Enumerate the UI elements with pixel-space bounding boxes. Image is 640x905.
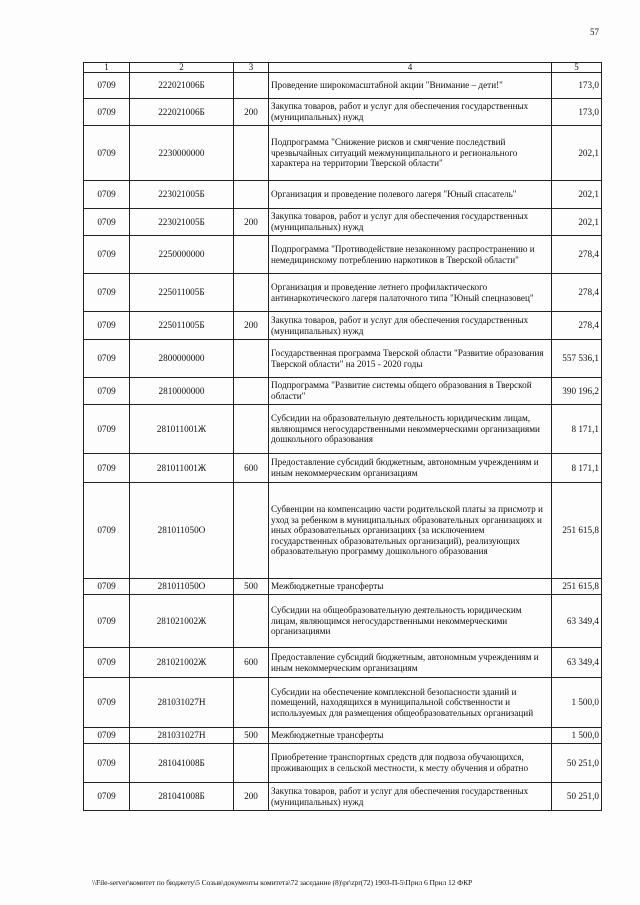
expense-type-cell: 200: [234, 783, 269, 811]
expense-type-cell: 600: [234, 648, 269, 678]
target-code-cell: 281031027Н: [130, 678, 234, 728]
table-row: [84, 678, 602, 728]
amount-cell: 173,0: [552, 99, 602, 126]
section-code-cell: 0709: [84, 73, 130, 99]
target-code-cell: 281011001Ж: [130, 405, 234, 454]
amount-cell: 50 251,0: [552, 783, 602, 811]
table-row: [84, 378, 602, 405]
table-row: [84, 99, 602, 126]
target-code-cell: 281041008Б: [130, 744, 234, 783]
expense-type-cell: [234, 595, 269, 648]
amount-cell: 390 196,2: [552, 378, 602, 405]
item-name-cell: Государственная программа Тверской области "Развитие образования Тверской области" на 2015 - 2020 годы: [269, 340, 552, 378]
expense-type-cell: [234, 181, 269, 209]
table-row: [84, 209, 602, 236]
target-code-cell: 223021005Б: [130, 209, 234, 236]
section-code-cell: 0709: [84, 483, 130, 579]
target-code-cell: 2250000000: [130, 236, 234, 274]
section-code-cell: 0709: [84, 99, 130, 126]
target-code-cell: 281031027Н: [130, 728, 234, 744]
table-row: [84, 73, 602, 99]
expense-type-cell: [234, 483, 269, 579]
section-code-cell: 0709: [84, 783, 130, 811]
amount-cell: 1 500,0: [552, 728, 602, 744]
item-name-cell: Субсидии на обеспечение комплексной безопасности зданий и помещений, находящихся в муниципальной собственности и используемых для размещения общеобразовательных организаций: [269, 678, 552, 728]
amount-cell: 278,4: [552, 236, 602, 274]
footer-file-path: \\File-server\комитет по бюджету\5 Созыв\документы комитета\72 заседание (8)\pr\zpr(72) 1903-П-5\Прил 6 Прил 12 ФКР: [92, 878, 473, 887]
amount-cell: 50 251,0: [552, 744, 602, 783]
expense-type-cell: [234, 73, 269, 99]
amount-cell: 278,4: [552, 312, 602, 340]
section-code-cell: 0709: [84, 595, 130, 648]
table-row: [84, 595, 602, 648]
expense-type-cell: 600: [234, 454, 269, 483]
header-col-1: 1: [84, 63, 130, 73]
section-code-cell: 0709: [84, 340, 130, 378]
item-name-cell: Подпрограмма "Снижение рисков и смягчение последствий чрезвычайных ситуаций межмуниципального и регионального характера на территории Тверской области": [269, 126, 552, 181]
section-code-cell: 0709: [84, 236, 130, 274]
section-code-cell: 0709: [84, 274, 130, 312]
item-name-cell: Субсидии на общеобразовательную деятельность юридическим лицам, являющимся негосударственными некоммерческими организациями: [269, 595, 552, 648]
target-code-cell: 225011005Б: [130, 274, 234, 312]
header-row: [84, 63, 602, 73]
budget-table: [83, 62, 602, 811]
table-row: [84, 312, 602, 340]
table-row: [84, 274, 602, 312]
item-name-cell: Межбюджетные трансферты: [269, 579, 552, 595]
table-row: [84, 405, 602, 454]
amount-cell: 8 171,1: [552, 405, 602, 454]
target-code-cell: 2800000000: [130, 340, 234, 378]
table-row: [84, 340, 602, 378]
item-name-cell: Закупка товаров, работ и услуг для обеспечения государственных (муниципальных) нужд: [269, 312, 552, 340]
amount-cell: 202,1: [552, 209, 602, 236]
header-col-2: 2: [130, 63, 234, 73]
item-name-cell: Закупка товаров, работ и услуг для обеспечения государственных (муниципальных) нужд: [269, 783, 552, 811]
item-name-cell: Приобретение транспортных средств для подвоза обучающихся, проживающих в сельской местности, к месту обучения и обратно: [269, 744, 552, 783]
item-name-cell: Проведение широкомасштабной акции "Внимание – дети!": [269, 73, 552, 99]
table-row: [84, 783, 602, 811]
section-code-cell: 0709: [84, 181, 130, 209]
target-code-cell: 225011005Б: [130, 312, 234, 340]
table-row: [84, 126, 602, 181]
table-row: [84, 181, 602, 209]
expense-type-cell: [234, 340, 269, 378]
header-col-5: 5: [552, 63, 602, 73]
item-name-cell: Субвенции на компенсацию части родительской платы за присмотр и уход за ребенком в муниципальных образовательных организациях и иных образовательных организациях (за исключением государственных образовательных организаций), реализующих образовательную программу дошкольного образования: [269, 483, 552, 579]
header-col-3: 3: [234, 63, 269, 73]
target-code-cell: 223021005Б: [130, 181, 234, 209]
table-body: [84, 73, 602, 811]
expense-type-cell: [234, 744, 269, 783]
amount-cell: 202,1: [552, 181, 602, 209]
expense-type-cell: 200: [234, 209, 269, 236]
amount-cell: 63 349,4: [552, 648, 602, 678]
expense-type-cell: [234, 678, 269, 728]
amount-cell: 251 615,8: [552, 483, 602, 579]
table-row: [84, 728, 602, 744]
expense-type-cell: 500: [234, 579, 269, 595]
item-name-cell: Предоставление субсидий бюджетным, автономным учреждениям и иным некоммерческим организациям: [269, 454, 552, 483]
amount-cell: 173,0: [552, 73, 602, 99]
expense-type-cell: [234, 274, 269, 312]
section-code-cell: 0709: [84, 454, 130, 483]
amount-cell: 202,1: [552, 126, 602, 181]
target-code-cell: 222021006Б: [130, 73, 234, 99]
item-name-cell: Закупка товаров, работ и услуг для обеспечения государственных (муниципальных) нужд: [269, 209, 552, 236]
amount-cell: 557 536,1: [552, 340, 602, 378]
section-code-cell: 0709: [84, 209, 130, 236]
section-code-cell: 0709: [84, 378, 130, 405]
expense-type-cell: 500: [234, 728, 269, 744]
amount-cell: 63 349,4: [552, 595, 602, 648]
expense-type-cell: [234, 236, 269, 274]
page-number: 57: [590, 27, 599, 37]
target-code-cell: 281011050О: [130, 579, 234, 595]
target-code-cell: 281041008Б: [130, 783, 234, 811]
target-code-cell: 2230000000: [130, 126, 234, 181]
item-name-cell: Организация и проведение летнего профилактического антинаркотического лагеря палаточного типа "Юный спецназовец": [269, 274, 552, 312]
amount-cell: 278,4: [552, 274, 602, 312]
amount-cell: 8 171,1: [552, 454, 602, 483]
amount-cell: 1 500,0: [552, 678, 602, 728]
section-code-cell: 0709: [84, 312, 130, 340]
section-code-cell: 0709: [84, 579, 130, 595]
target-code-cell: 281021002Ж: [130, 648, 234, 678]
amount-cell: 251 615,8: [552, 579, 602, 595]
table-row: [84, 648, 602, 678]
table-row: [84, 454, 602, 483]
expense-type-cell: 200: [234, 312, 269, 340]
target-code-cell: 222021006Б: [130, 99, 234, 126]
target-code-cell: 2810000000: [130, 378, 234, 405]
item-name-cell: Субсидии на образовательную деятельность юридическим лицам, являющимся негосударственными некоммерческими организациями дошкольного образования: [269, 405, 552, 454]
item-name-cell: Подпрограмма "Противодействие незаконному распространению и немедицинскому потреблению наркотиков в Тверской области": [269, 236, 552, 274]
table-row: [84, 483, 602, 579]
item-name-cell: Предоставление субсидий бюджетным, автономным учреждениям и иным некоммерческим организациям: [269, 648, 552, 678]
expense-type-cell: [234, 405, 269, 454]
section-code-cell: 0709: [84, 126, 130, 181]
table-row: [84, 579, 602, 595]
table-header: [84, 63, 602, 73]
item-name-cell: Организация и проведение полевого лагеря "Юный спасатель": [269, 181, 552, 209]
table-row: [84, 236, 602, 274]
target-code-cell: 281011050О: [130, 483, 234, 579]
target-code-cell: 281021002Ж: [130, 595, 234, 648]
table-row: [84, 744, 602, 783]
section-code-cell: 0709: [84, 648, 130, 678]
header-col-4: 4: [269, 63, 552, 73]
item-name-cell: Межбюджетные трансферты: [269, 728, 552, 744]
expense-type-cell: [234, 126, 269, 181]
section-code-cell: 0709: [84, 728, 130, 744]
target-code-cell: 281011001Ж: [130, 454, 234, 483]
expense-type-cell: 200: [234, 99, 269, 126]
section-code-cell: 0709: [84, 744, 130, 783]
item-name-cell: Закупка товаров, работ и услуг для обеспечения государственных (муниципальных) нужд: [269, 99, 552, 126]
expense-type-cell: [234, 378, 269, 405]
item-name-cell: Подпрограмма "Развитие системы общего образования в Тверской области": [269, 378, 552, 405]
section-code-cell: 0709: [84, 405, 130, 454]
section-code-cell: 0709: [84, 678, 130, 728]
